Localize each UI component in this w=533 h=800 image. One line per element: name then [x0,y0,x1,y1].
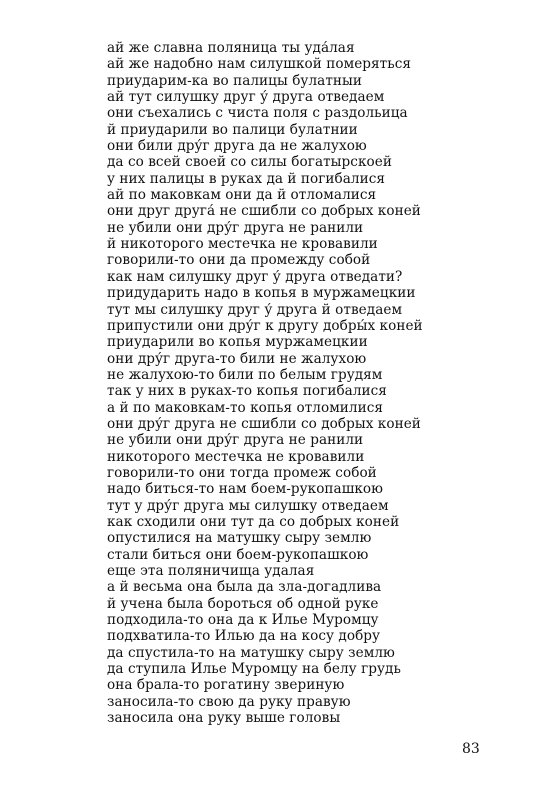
poem-line: не убили они дру́г друга не ранили [107,219,364,236]
poem-line: подходила-то она да к Илье Муромцу [107,612,379,629]
poem-line: у них палицы в руках да й погибалися [107,170,386,187]
poem-line: они били дру́г друга да не жалухою [107,138,367,155]
poem-line: припустили они дру́г к другу добры́х коней [107,317,423,334]
poem-line: не жалухою-то били по белым грудям [107,366,383,383]
poem-line: да со всей своей со силы богатырскоей [107,154,392,171]
poem-line: говорили-то они да промежду собой [107,252,371,269]
page-number: 83 [462,741,480,757]
poem-line: заносила она руку выше головы [107,710,341,727]
poem-line: ай тут силушку друг у́ друга отведаем [107,89,385,106]
poem-line: не убили они дру́г друга не ранили [107,432,364,449]
poem-line: они дру́г друга-то били не жалухою [107,350,367,367]
poem-line: так у них в руках-то копья погибалися [107,383,387,400]
poem-line: надо биться-то нам боем-рукопашкою [107,481,384,498]
poem-line: еще эта поляничища удалая [107,563,315,579]
poem-line: ай же надобно нам силушкой померяться [107,56,411,73]
poem-line: ай же славна поляница ты уда́лая [107,40,355,56]
poem-line: как нам силушку друг у́ друга отведати? [107,268,403,285]
poem-line: й приударили во палици булатнии [107,121,358,138]
poem-line: заносила-то свою да руку правую [107,693,351,710]
poem-line: они друг друга́ не сшибли со добрых коней [107,203,421,220]
poem-line: как сходили они тут да со добрых коней [107,513,400,530]
poem-line: да ступила Илье Муромцу на белу грудь [107,661,401,678]
poem-line: придударить надо в копья в муржамецкии [107,285,416,302]
poem-line: ай по маковкам они да й отломалися [107,187,377,204]
poem-line: приударим-ка во палицы булатныи [107,72,362,89]
poem-line: опустилися на матушку сыру землю [107,530,372,547]
poem-line: говорили-то они тогда промеж собой [107,464,377,481]
poem-line: тут у дру́г друга мы силушку отведаем [107,497,389,514]
poem-line: они дру́г друга не сшибли со добрых коней [107,415,421,432]
poem-line: а й весьма она была да зла-догадлива [107,579,382,596]
poem-text [107,40,517,726]
poem-line: а й по маковкам-то копья отломилися [107,399,384,416]
poem-line: они съехались с чиста поля с раздольица [107,105,408,122]
poem-line: никоторого местечка не кровавили [107,448,365,465]
poem-line: й учена была бороться об одной руке [107,595,379,612]
poem-line: приударили во копья муржамецкии [107,334,368,351]
poem-line: й никоторого местечка не кровавили [107,236,378,253]
poem-line: она брала-то рогатину звериную [107,677,345,694]
poem-line: да спустила-то на матушку сыру землю [107,644,395,661]
poem-line: стали биться они боем-рукопашкою [107,546,369,563]
poem-line: тут мы силушку друг у́ друга й отведаем [107,301,403,318]
poem-line: подхватила-то Илью да на косу добру [107,628,381,645]
